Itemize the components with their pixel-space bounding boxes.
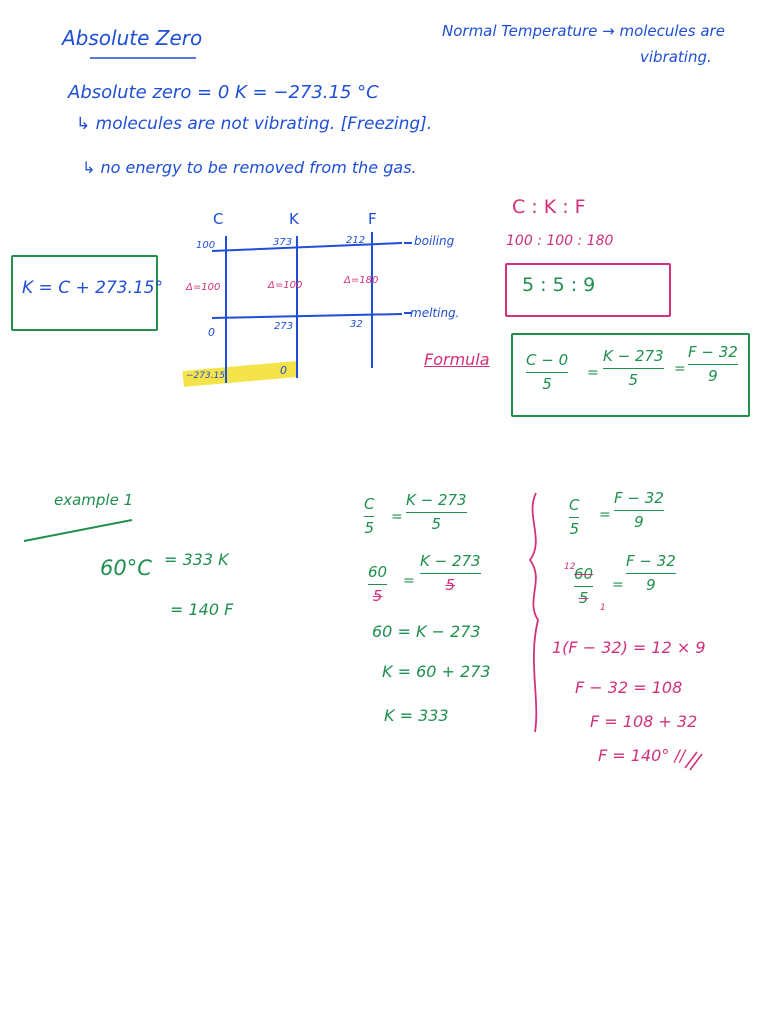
work-k-step3: 60 = K − 273 bbox=[372, 622, 481, 641]
work-f-step2-equals: = bbox=[612, 577, 624, 593]
work-f-step1-left-denominator: 5 bbox=[569, 520, 580, 538]
work-f-step2-left-denominator: 5 bbox=[578, 589, 589, 607]
delta-k: Δ=100 bbox=[268, 280, 303, 291]
scale-header-f: F bbox=[368, 210, 377, 228]
formula-f-denominator: 9 bbox=[708, 367, 718, 385]
example-celsius: 60°C bbox=[100, 556, 152, 580]
formula-fraction-k bbox=[603, 348, 664, 389]
absolute-c: −273.15 bbox=[186, 371, 226, 381]
work-k-step2-left-denominator: 5 bbox=[372, 587, 383, 605]
absolute-k: 0 bbox=[280, 364, 287, 377]
work-f-step1-right-numerator: F − 32 bbox=[614, 489, 664, 507]
melting-k: 273 bbox=[274, 321, 294, 332]
melting-c: 0 bbox=[208, 326, 215, 339]
ratio-simplified: 5 : 5 : 9 bbox=[522, 274, 596, 296]
delta-f: Δ=180 bbox=[344, 275, 379, 286]
absolute-zero-definition: Absolute zero = 0 K = −273.15 °C bbox=[68, 82, 379, 103]
work-k-step2-right-numerator: K − 273 bbox=[420, 552, 481, 570]
boiling-c: 100 bbox=[196, 240, 216, 251]
work-f-step2-left bbox=[574, 566, 593, 607]
formula-f-numerator: F − 32 bbox=[688, 343, 738, 361]
work-k-step1-left-denominator: 5 bbox=[364, 519, 375, 537]
work-k-step1-right bbox=[406, 492, 467, 533]
ratio-header: C : K : F bbox=[512, 196, 586, 218]
page-title: Absolute Zero bbox=[62, 26, 203, 50]
work-k-step1-right-numerator: K − 273 bbox=[406, 491, 467, 509]
work-k-step2-right bbox=[420, 553, 481, 594]
melting-label: melting. bbox=[410, 306, 460, 320]
work-f-step2-left-numerator: 60 bbox=[574, 565, 594, 583]
work-k-step1-left bbox=[364, 496, 374, 537]
formula-c-numerator: C − 0 bbox=[526, 351, 569, 369]
work-k-step1-equals: = bbox=[391, 509, 403, 525]
ratio-values: 100 : 100 : 180 bbox=[506, 233, 614, 249]
work-f-step4: F − 32 = 108 bbox=[575, 678, 683, 697]
formula-fraction-c bbox=[526, 352, 568, 393]
boiling-label: boiling bbox=[414, 234, 455, 248]
example-kelvin-result: = 333 K bbox=[164, 550, 229, 569]
normal-temperature-note: Normal Temperature → molecules are bbox=[442, 22, 725, 40]
formula-k-numerator: K − 273 bbox=[603, 347, 664, 365]
work-f-step1-left bbox=[569, 497, 579, 538]
example-fahrenheit-result: = 140 F bbox=[170, 600, 234, 619]
work-f-step1-left-numerator: C bbox=[569, 496, 580, 514]
work-f-step2-right bbox=[626, 553, 676, 594]
example-label: example 1 bbox=[54, 491, 134, 509]
formula-label: Formula bbox=[424, 350, 490, 369]
work-f-step5: F = 108 + 32 bbox=[590, 712, 698, 731]
formula-fraction-f bbox=[688, 344, 738, 385]
molecules-note: ↳ molecules are not vibrating. [Freezing]. bbox=[76, 114, 433, 134]
energy-note: ↳ no energy to be removed from the gas. bbox=[82, 158, 417, 177]
work-k-step4: K = 60 + 273 bbox=[382, 662, 491, 681]
work-k-step1-left-numerator: C bbox=[364, 495, 375, 513]
work-k-step2-left-numerator: 60 bbox=[368, 563, 388, 581]
formula-equals-1: = bbox=[587, 365, 599, 381]
work-f-step2-right-denominator: 9 bbox=[646, 576, 656, 594]
formula-equals-2: = bbox=[674, 361, 686, 377]
work-f-step2-numerator-note: 12 bbox=[564, 562, 576, 572]
work-f-step2-denominator-note: 1 bbox=[600, 603, 606, 613]
work-k-step5: K = 333 bbox=[384, 706, 449, 725]
work-k-step2-equals: = bbox=[403, 573, 415, 589]
kelvin-formula: K = C + 273.15° bbox=[22, 278, 164, 298]
work-f-step2-right-numerator: F − 32 bbox=[626, 552, 676, 570]
work-f-step6: F = 140° // bbox=[598, 746, 686, 765]
boiling-f: 212 bbox=[346, 235, 366, 246]
formula-k-denominator: 5 bbox=[628, 371, 639, 389]
melting-f: 32 bbox=[350, 319, 363, 330]
boiling-k: 373 bbox=[273, 237, 293, 248]
formula-c-denominator: 5 bbox=[542, 375, 552, 393]
scale-header-c: C bbox=[213, 210, 224, 228]
work-k-step2-right-denominator: 5 bbox=[445, 576, 456, 594]
work-f-step1-right bbox=[614, 490, 664, 531]
normal-temperature-note-cont: vibrating. bbox=[640, 48, 712, 66]
delta-c: Δ=100 bbox=[186, 282, 221, 293]
work-f-step1-right-denominator: 9 bbox=[634, 513, 644, 531]
work-k-step2-left bbox=[368, 564, 387, 605]
work-f-step1-equals: = bbox=[599, 507, 611, 523]
scale-header-k: K bbox=[289, 210, 299, 228]
work-k-step1-right-denominator: 5 bbox=[431, 515, 442, 533]
work-f-step3: 1(F − 32) = 12 × 9 bbox=[552, 638, 706, 657]
